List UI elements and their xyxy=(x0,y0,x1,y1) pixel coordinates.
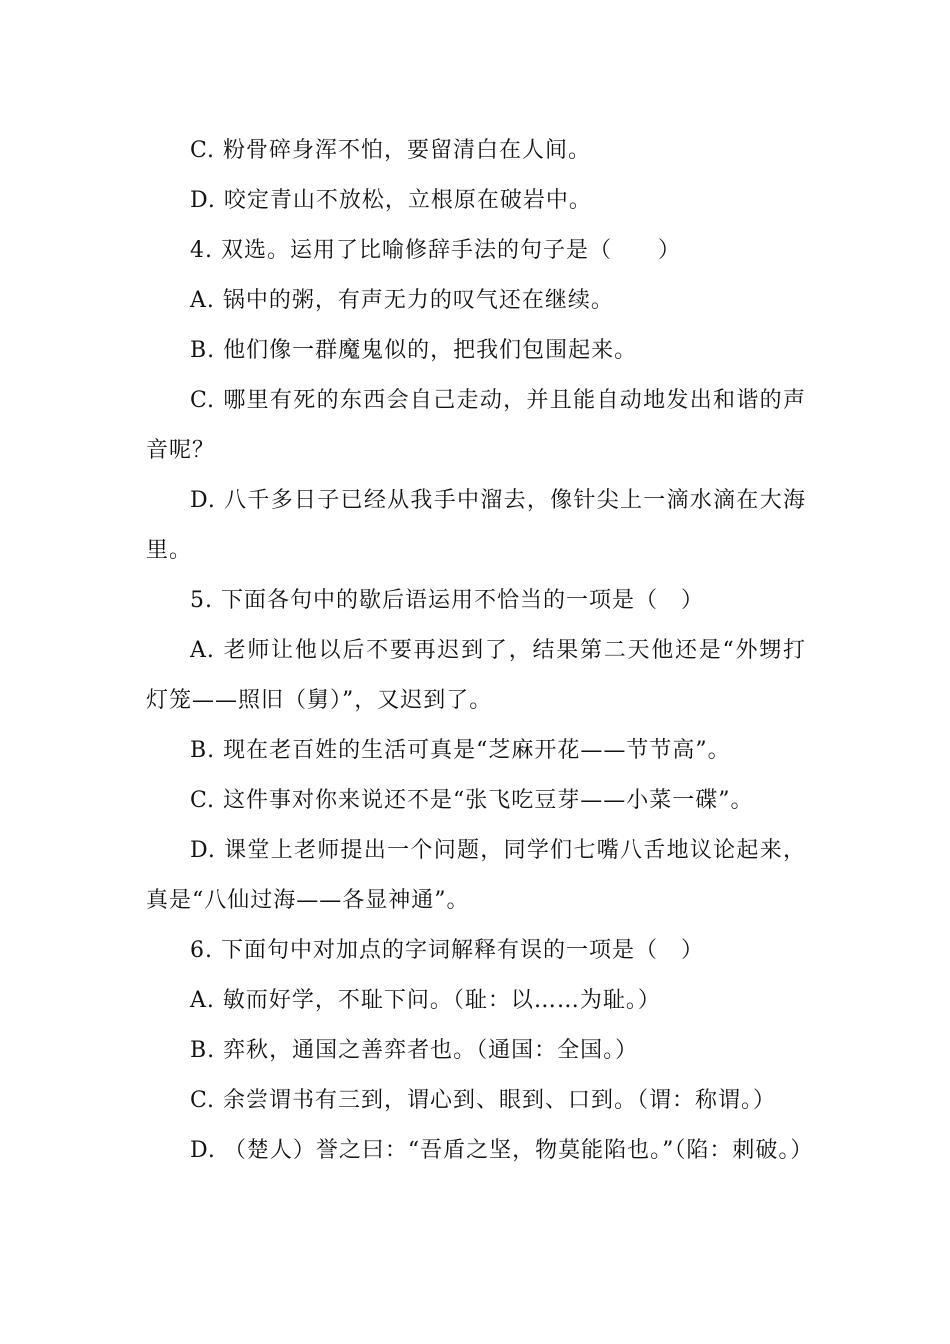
q6-option-c: C. 余尝谓书有三到，谓心到、眼到、口到。（谓：称谓。） xyxy=(190,1088,777,1113)
q5-question: 5. 下面各句中的歇后语运用不恰当的一项是（ ） xyxy=(190,588,704,613)
q5-option-d: D. 课堂上老师提出一个问题，同学们七嘴八舌地议论起来，真是“八仙过海——各显神通”。 xyxy=(146,838,806,913)
q5-option-a: A. 老师让他以后不要再迟到了，结果第二天他还是“外甥打灯笼——照旧（舅）”，又迟到了。 xyxy=(146,638,806,713)
q6-question: 6. 下面句中对加点的字词解释有误的一项是（ ） xyxy=(190,938,704,963)
q4-option-c: C. 哪里有死的东西会自己走动，并且能自动地发出和谐的声音呢？ xyxy=(146,388,806,463)
q3-option-d: D. 咬定青山不放松，立根原在破岩中。 xyxy=(190,188,592,213)
q5-option-c: C. 这件事对你来说还不是“张飞吃豆芽——小菜一碟”。 xyxy=(190,788,754,813)
q3-option-c: C. 粉骨碎身浑不怕，要留清白在人间。 xyxy=(190,138,592,163)
q4-option-d: D. 八千多日子已经从我手中溜去，像针尖上一滴水滴在大海里。 xyxy=(146,488,806,563)
question-text-block xyxy=(146,126,814,1176)
q6-option-b: B. 弈秋，通国之善弈者也。（通国：全国。） xyxy=(190,1038,639,1063)
q4-option-b: B. 他们像一群魔鬼似的，把我们包围起来。 xyxy=(190,338,638,363)
q6-option-d: D. （楚人）誉之曰：“吾盾之坚，物莫能陷也。”（陷：刺破。） xyxy=(190,1138,814,1163)
q6-option-a: A. 敏而好学，不耻下问。（耻：以……为耻。） xyxy=(190,988,661,1013)
q4-option-a: A. 锅中的粥，有声无力的叹气还在继续。 xyxy=(190,288,614,313)
q4-question: 4. 双选。运用了比喻修辞手法的句子是（ ） xyxy=(190,238,681,263)
q5-option-b: B. 现在老百姓的生活可真是“芝麻开花——节节高”。 xyxy=(190,738,731,763)
